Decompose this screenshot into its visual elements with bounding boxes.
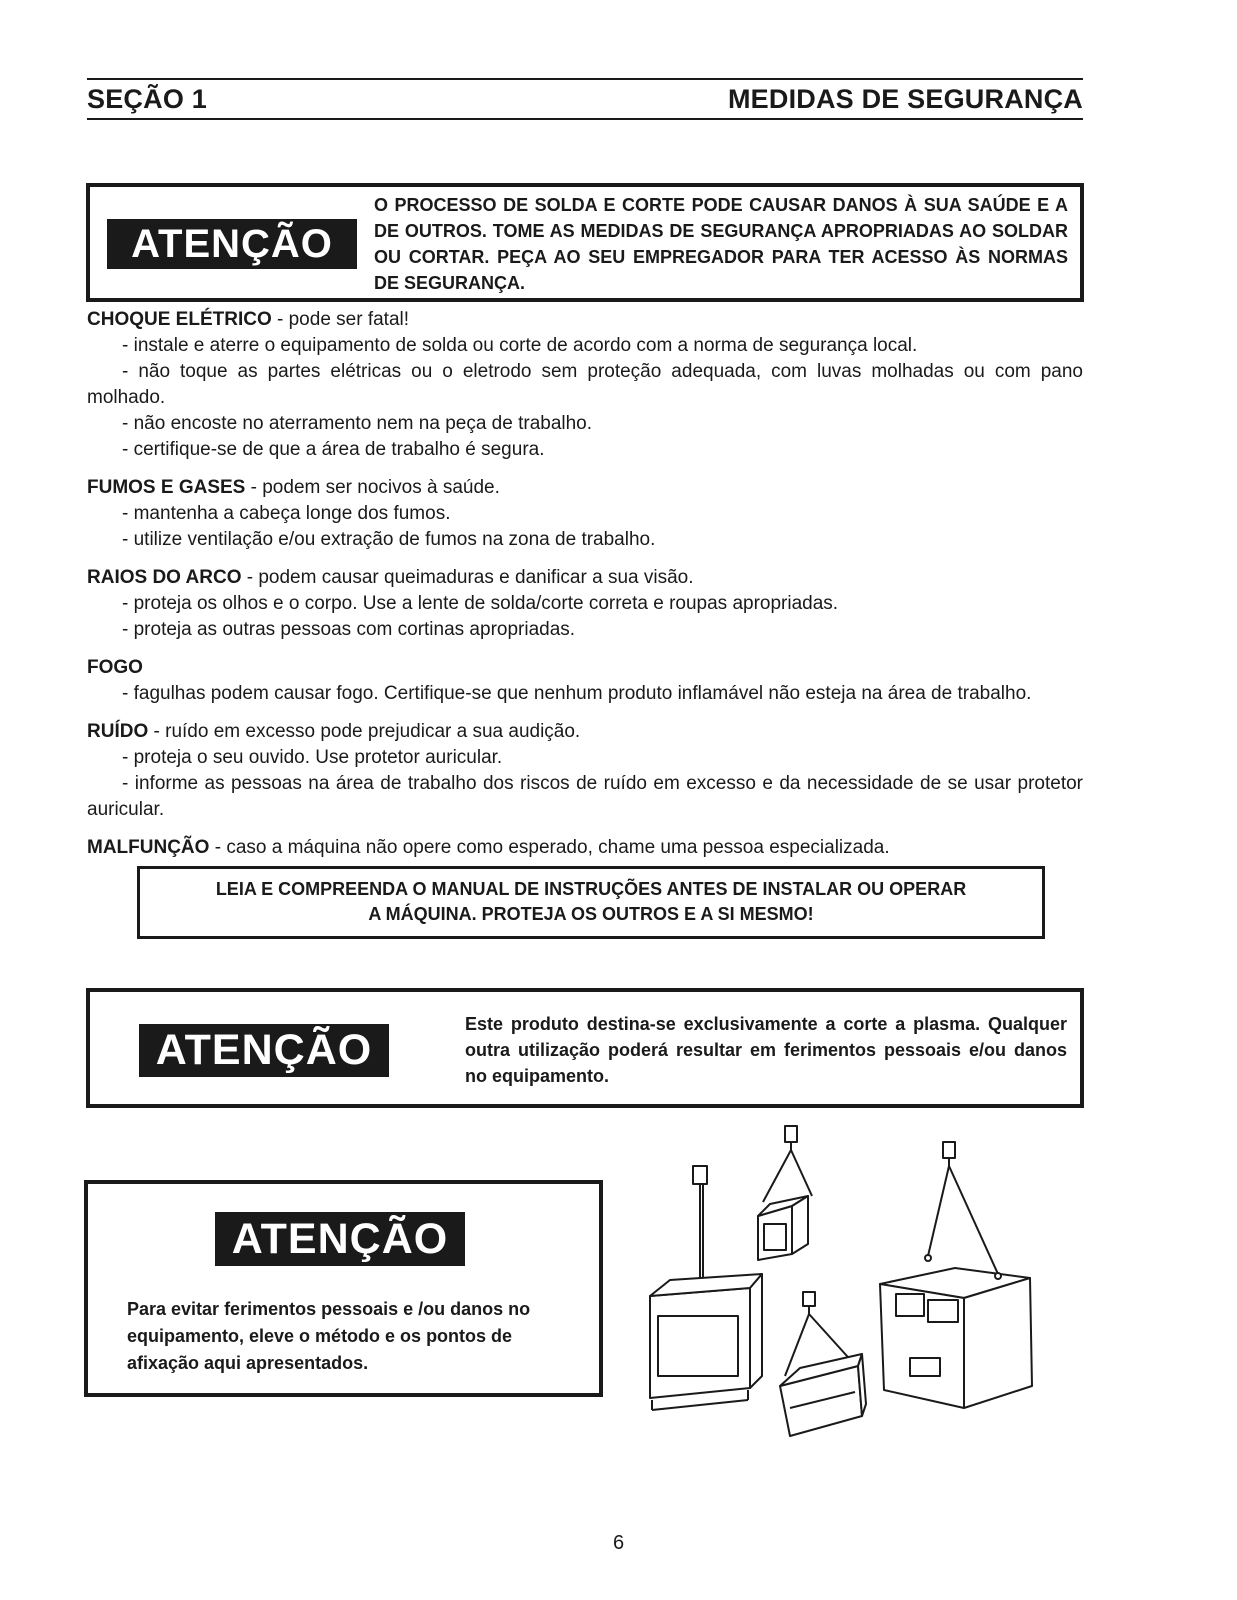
hazard-item: - não encoste no aterramento nem na peça de trabalho.: [122, 413, 593, 434]
hazard-fire: [87, 655, 1083, 707]
warning-badge: ATENÇÃO: [107, 219, 357, 269]
header-rule-top: [87, 78, 1083, 80]
hazard-subtitle: - podem causar queimaduras e danificar a sua visão.: [241, 567, 694, 588]
hazard-item: - instale e aterre o equipamento de solda ou corte de acordo com a norma de segurança local.: [122, 335, 918, 356]
hazard-subtitle: - podem ser nocivos à saúde.: [245, 477, 500, 498]
header-rule-bottom: [87, 118, 1083, 120]
lifting-points-illustration: [630, 1118, 1050, 1448]
hazard-noise: [87, 719, 1083, 823]
warning-text: Este produto destina-se exclusivamente a corte a plasma. Qualquer outra utilização poderá resultar em ferimentos pessoais e/ou danos no equipamento.: [465, 1014, 1067, 1086]
warning-text: Para evitar ferimentos pessoais e /ou danos no equipamento, eleve o método e os pontos de afixação aqui apresentados.: [127, 1299, 531, 1373]
warning-box-plasma-use: [86, 988, 1084, 1108]
hazard-item: - proteja as outras pessoas com cortinas apropriadas.: [122, 619, 576, 640]
hazard-item: - utilize ventilação e/ou extração de fumos na zona de trabalho.: [122, 529, 656, 550]
hazard-item: - certifique-se de que a área de trabalho é segura.: [122, 439, 545, 460]
machine-large-cabinet-icon: [880, 1142, 1032, 1408]
warning-box-lifting: [84, 1180, 603, 1397]
hazard-title: MALFUNÇÃO: [87, 837, 210, 858]
hazard-subtitle: - ruído em excesso pode prejudicar a sua audição.: [148, 721, 581, 742]
hazard-electric-shock: [87, 307, 1083, 463]
section-title: MEDIDAS DE SEGURANÇA: [727, 84, 1083, 114]
machine-small-unit-icon: [758, 1126, 812, 1260]
hazard-title: FUMOS E GASES: [87, 477, 246, 498]
hazard-list: [87, 307, 1083, 873]
hazard-malfunction: [87, 835, 1083, 861]
hazard-title: FOGO: [87, 657, 143, 678]
hazard-fumes-gases: [87, 475, 1083, 553]
warning-box-health: [86, 183, 1084, 302]
hazard-item: - proteja os olhos e o corpo. Use a lente de solda/corte correta e roupas apropriadas.: [122, 593, 839, 614]
warning-badge: ATENÇÃO: [215, 1212, 465, 1266]
hazard-item: - fagulhas podem causar fogo. Certifique-se que nenhum produto inflamável não esteja na área de trabalho.: [122, 683, 1032, 704]
hazard-title: RAIOS DO ARCO: [87, 567, 242, 588]
hazard-item: - não toque as partes elétricas ou o eletrodo sem proteção adequada, com luvas molhadas ou com pano molhado.: [87, 361, 1083, 408]
hazard-item: - informe as pessoas na área de trabalho dos riscos de ruído em excesso e da necessidade de se usar protetor auricular.: [87, 773, 1083, 820]
warning-text: O PROCESSO DE SOLDA E CORTE PODE CAUSAR DANOS À SUA SAÚDE E A DE OUTROS. TOME AS MEDIDAS DE SEGURANÇA APROPRIADAS AO SOLDAR OU CORTAR. PEÇA AO SEU EMPREGADOR PARA TER ACESSO ÀS NORMAS DE SEGURANÇA.: [374, 195, 1068, 293]
hazard-item: - proteja o seu ouvido. Use protetor auricular.: [122, 747, 503, 768]
read-manual-notice: [137, 866, 1045, 939]
section-label: SEÇÃO 1: [87, 84, 207, 114]
hazard-title: CHOQUE ELÉTRICO: [87, 309, 272, 330]
notice-line-2: A MÁQUINA. PROTEJA OS OUTROS E A SI MESMO!: [368, 904, 814, 924]
machine-tilted-box-icon: [780, 1292, 866, 1436]
notice-line-1: LEIA E COMPREENDA O MANUAL DE INSTRUÇÕES ANTES DE INSTALAR OU OPERAR: [215, 879, 967, 899]
hazard-title: RUÍDO: [87, 721, 149, 742]
warning-badge: ATENÇÃO: [139, 1024, 389, 1077]
hazard-arc-rays: [87, 565, 1083, 643]
page-number: 6: [612, 1532, 625, 1554]
machine-tall-cabinet-icon: [650, 1166, 762, 1410]
hazard-subtitle: - caso a máquina não opere como esperado, chame uma pessoa especializada.: [209, 837, 890, 858]
page-header: [87, 82, 1083, 116]
hazard-item: - mantenha a cabeça longe dos fumos.: [122, 503, 451, 524]
hazard-subtitle: - pode ser fatal!: [271, 309, 410, 330]
